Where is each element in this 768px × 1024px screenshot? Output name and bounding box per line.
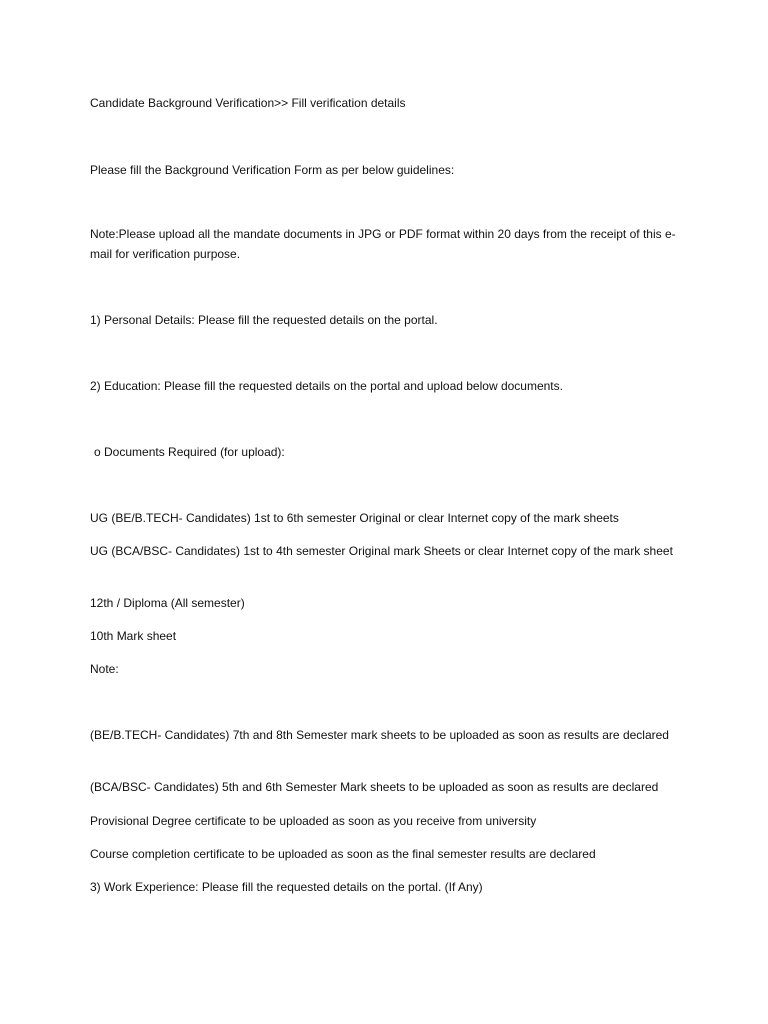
- step-personal-details: 1) Personal Details: Please fill the requested details on the portal.: [90, 313, 438, 327]
- note-label: Note:: [90, 662, 119, 676]
- doc-item-12th: 12th / Diploma (All semester): [90, 596, 245, 610]
- note-item-bca: (BCA/BSC- Candidates) 5th and 6th Semester Mark sheets to be uploaded as soon as results are declared: [90, 780, 659, 794]
- doc-item-10th: 10th Mark sheet: [90, 629, 177, 643]
- page-breadcrumb: Candidate Background Verification>> Fill verification details: [90, 96, 406, 110]
- upload-note: Note:Please upload all the mandate documents in JPG or PDF format within 20 days from the receipt of this e-mail for verification purpose.: [90, 227, 676, 261]
- note-item-course-completion: Course completion certificate to be uploaded as soon as the final semester results are declared: [90, 847, 596, 861]
- step-work-experience: 3) Work Experience: Please fill the requested details on the portal. (If Any): [90, 880, 483, 894]
- step-education: 2) Education: Please fill the requested details on the portal and upload below documents.: [90, 379, 563, 393]
- doc-item-ug-bca: UG (BCA/BSC- Candidates) 1st to 4th semester Original mark Sheets or clear Internet copy of the mark sheet: [90, 544, 673, 558]
- intro-text: Please fill the Background Verification Form as per below guidelines:: [90, 163, 455, 177]
- documents-required-heading: o Documents Required (for upload):: [94, 445, 285, 459]
- note-item-provisional-degree: Provisional Degree certificate to be uploaded as soon as you receive from university: [90, 814, 537, 828]
- doc-item-ug-be: UG (BE/B.TECH- Candidates) 1st to 6th semester Original or clear Internet copy of the mark sheets: [90, 511, 619, 525]
- note-item-be: (BE/B.TECH- Candidates) 7th and 8th Semester mark sheets to be uploaded as soon as results are declared: [90, 728, 669, 742]
